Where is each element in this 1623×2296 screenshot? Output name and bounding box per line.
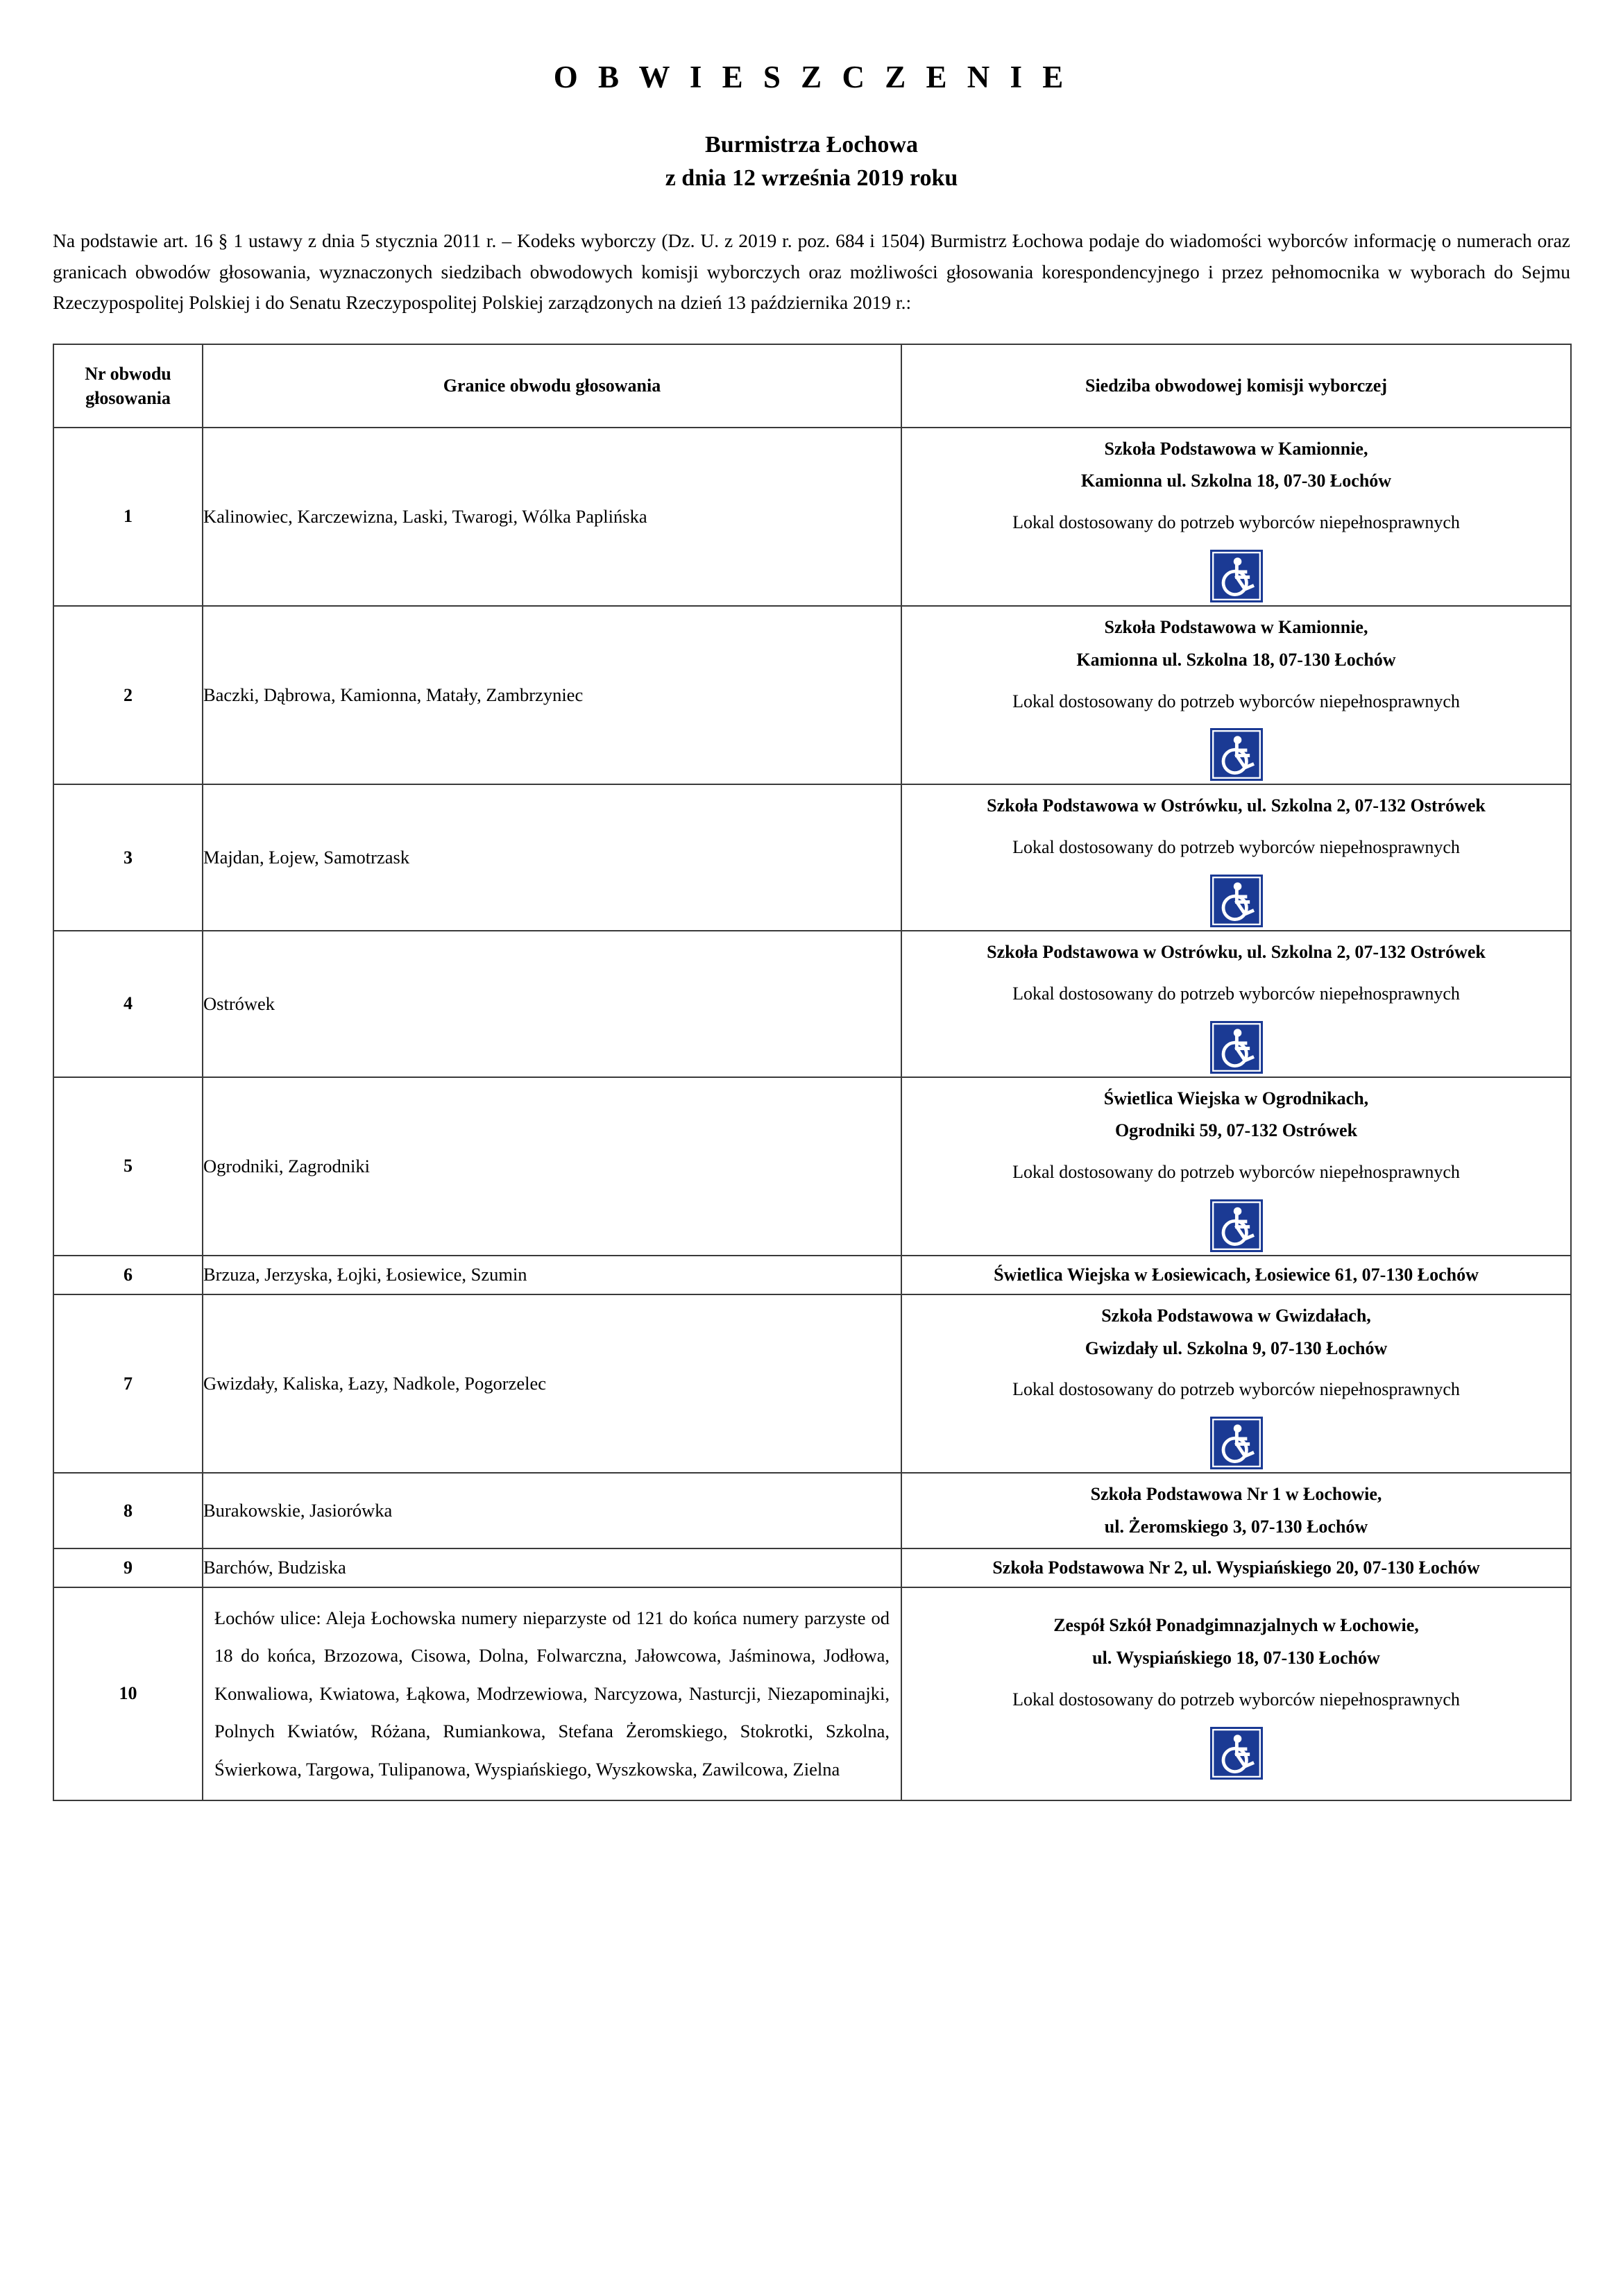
seat-line-1: Świetlica Wiejska w Ogrodnikach, <box>1103 1088 1369 1108</box>
wheelchair-accessible-icon <box>1210 1417 1263 1469</box>
seat-line-2: Gwizdały ul. Szkolna 9, 07-130 Łochów <box>1085 1337 1388 1358</box>
commission-seat-cell <box>901 1294 1571 1473</box>
commission-seat-cell <box>901 1548 1571 1587</box>
district-number-cell: 1 <box>53 428 203 606</box>
district-boundaries-cell: Burakowskie, Jasiorówka <box>203 1473 901 1548</box>
commission-seat-cell <box>901 1473 1571 1548</box>
wheelchair-accessible-icon <box>1210 1199 1263 1252</box>
district-number-cell: 4 <box>53 931 203 1077</box>
table-row <box>53 1294 1571 1473</box>
district-boundaries-cell: Majdan, Łojew, Samotrzask <box>203 784 901 931</box>
district-number-cell: 9 <box>53 1548 203 1587</box>
seat-line-1: Świetlica Wiejska w Łosiewicach, Łosiewice 61, 07-130 Łochów <box>994 1265 1479 1285</box>
district-boundaries-cell: Barchów, Budziska <box>203 1548 901 1587</box>
seat-line-1: Szkoła Podstawowa w Kamionnie, <box>1104 617 1368 638</box>
commission-seat-name <box>902 616 1570 672</box>
seat-line-2: Kamionna ul. Szkolna 18, 07-30 Łochów <box>1080 471 1392 491</box>
seat-line-1: Szkoła Podstawowa Nr 2, ul. Wyspiańskiego 20, 07-130 Łochów <box>992 1557 1480 1578</box>
column-header-district-number <box>53 344 203 428</box>
table-row <box>53 606 1571 784</box>
accessibility-note: Lokal dostosowany do potrzeb wyborców niepełnosprawnych <box>1012 512 1460 533</box>
commission-seat-name <box>902 437 1570 493</box>
district-number-cell: 5 <box>53 1077 203 1256</box>
wheelchair-accessible-icon <box>1210 875 1263 927</box>
table-row <box>53 1077 1571 1256</box>
seat-line-2: ul. Wyspiańskiego 18, 07-130 Łochów <box>1092 1648 1380 1669</box>
accessibility-note: Lokal dostosowany do potrzeb wyborców niepełnosprawnych <box>1012 1379 1460 1400</box>
commission-seat-name <box>902 794 1570 818</box>
district-number-cell: 7 <box>53 1294 203 1473</box>
subtitle-date: z dnia 12 września 2019 roku <box>665 164 958 191</box>
commission-seat-cell <box>901 1256 1571 1294</box>
seat-line-1: Zespół Szkół Ponadgimnazjalnych w Łochowie, <box>1053 1615 1419 1636</box>
table-row <box>53 1473 1571 1548</box>
table-row <box>53 428 1571 606</box>
commission-seat-cell <box>901 931 1571 1077</box>
table-body <box>53 428 1571 1800</box>
accessibility-note: Lokal dostosowany do potrzeb wyborców niepełnosprawnych <box>1012 691 1460 711</box>
table-header <box>53 344 1571 428</box>
district-boundaries-cell: Kalinowiec, Karczewizna, Laski, Twarogi, Wólka Paplińska <box>203 428 901 606</box>
commission-seat-cell <box>901 606 1571 784</box>
commission-seat-name <box>902 1087 1570 1143</box>
commission-seat-name <box>908 1556 1565 1580</box>
accessibility-note: Lokal dostosowany do potrzeb wyborców niepełnosprawnych <box>1012 1162 1460 1183</box>
page-title: O B W I E S Z C Z E N I E <box>553 60 1070 94</box>
table-row <box>53 784 1571 931</box>
wheelchair-accessible-icon <box>1210 1021 1263 1074</box>
seat-line-1: Szkoła Podstawowa w Ostrówku, ul. Szkolna 2, 07-132 Ostrówek <box>987 942 1486 963</box>
seat-line-2: Kamionna ul. Szkolna 18, 07-130 Łochów <box>1076 649 1396 670</box>
seat-line-2: ul. Żeromskiego 3, 07-130 Łochów <box>1104 1517 1368 1537</box>
district-boundaries-cell: Ogrodniki, Zagrodniki <box>203 1077 901 1256</box>
accessibility-note: Lokal dostosowany do potrzeb wyborców niepełnosprawnych <box>1012 1689 1460 1710</box>
commission-seat-cell <box>901 784 1571 931</box>
district-number-cell: 8 <box>53 1473 203 1548</box>
header-nr-line1: Nr obwodu <box>85 363 171 384</box>
wheelchair-accessible-icon <box>1210 728 1263 781</box>
commission-seat-name <box>908 1263 1565 1287</box>
district-boundaries-cell: Gwizdały, Kaliska, Łazy, Nadkole, Pogorzelec <box>203 1294 901 1473</box>
document-subtitle <box>53 128 1570 196</box>
table-row <box>53 931 1571 1077</box>
district-number-cell: 2 <box>53 606 203 784</box>
district-boundaries-cell: Baczki, Dąbrowa, Kamionna, Matały, Zambrzyniec <box>203 606 901 784</box>
table-header-row <box>53 344 1571 428</box>
seat-line-2: Ogrodniki 59, 07-132 Ostrówek <box>1114 1120 1358 1141</box>
district-number-cell: 3 <box>53 784 203 931</box>
commission-seat-cell <box>901 428 1571 606</box>
commission-seat-name <box>902 940 1570 964</box>
wheelchair-accessible-icon <box>1210 1727 1263 1780</box>
wheelchair-accessible-icon <box>1210 550 1263 602</box>
commission-seat-name <box>902 1483 1570 1539</box>
seat-line-1: Szkoła Podstawowa w Gwizdałach, <box>1101 1305 1371 1326</box>
header-nr-line2: głosowania <box>85 387 171 408</box>
header-granice-label: Granice obwodu głosowania <box>443 375 661 396</box>
seat-line-1: Szkoła Podstawowa Nr 1 w Łochowie, <box>1090 1484 1382 1505</box>
district-boundaries-cell: Brzuza, Jerzyska, Łojki, Łosiewice, Szumin <box>203 1256 901 1294</box>
commission-seat-cell <box>901 1077 1571 1256</box>
accessibility-note: Lokal dostosowany do potrzeb wyborców niepełnosprawnych <box>1012 837 1460 858</box>
district-boundaries-cell: Łochów ulice: Aleja Łochowska numery nieparzyste od 121 do końca numery parzyste od 18 do końca, Brzozowa, Cisowa, Dolna, Folwarczna, Jałowcowa, Jaśminowa, Jodłowa, Konwaliowa, Kwiatowa, Łąkowa, Modrzewiowa, Narcyzowa, Nasturcji, Niezapominajki, Polnych Kwiatów, Różana, Rumiankowa, Stefana Żeromskiego, Stokrotki, Szkolna, Świerkowa, Targowa, Tulipanowa, Wyspiańskiego, Wyszkowska, Zawilcowa, Zielna <box>203 1587 901 1800</box>
district-number-cell: 10 <box>53 1587 203 1800</box>
commission-seat-cell <box>901 1587 1571 1800</box>
seat-line-1: Szkoła Podstawowa w Ostrówku, ul. Szkolna 2, 07-132 Ostrówek <box>987 795 1486 816</box>
table-row <box>53 1548 1571 1587</box>
seat-line-1: Szkoła Podstawowa w Kamionnie, <box>1104 438 1368 459</box>
table-row <box>53 1587 1571 1800</box>
commission-seat-name <box>902 1304 1570 1360</box>
voting-districts-table <box>53 344 1572 1801</box>
district-number-cell: 6 <box>53 1256 203 1294</box>
table-row <box>53 1256 1571 1294</box>
intro-paragraph: Na podstawie art. 16 § 1 ustawy z dnia 5 stycznia 2011 r. – Kodeks wyborczy (Dz. U. z 2019 r. poz. 684 i 1504) Burmistrz Łochowa podaje do wiadomości wyborców informację o numerach oraz granicach obwodów głosowania, wyznaczonych siedzibach obwodowych komisji wyborczych oraz możliwości głosowania korespondencyjnego i przez pełnomocnika w wyborach do Sejmu Rzeczypospolitej Polskiej i do Senatu Rzeczypospolitej Polskiej zarządzonych na dzień 13 października 2019 r.: <box>53 230 1570 314</box>
column-header-district-boundaries <box>203 344 901 428</box>
accessibility-note: Lokal dostosowany do potrzeb wyborców niepełnosprawnych <box>1012 983 1460 1004</box>
district-boundaries-cell: Ostrówek <box>203 931 901 1077</box>
subtitle-authority: Burmistrza Łochowa <box>705 131 918 158</box>
commission-seat-name <box>902 1614 1570 1670</box>
column-header-commission-seat <box>901 344 1571 428</box>
header-siedziba-label: Siedziba obwodowej komisji wyborczej <box>1085 375 1387 396</box>
